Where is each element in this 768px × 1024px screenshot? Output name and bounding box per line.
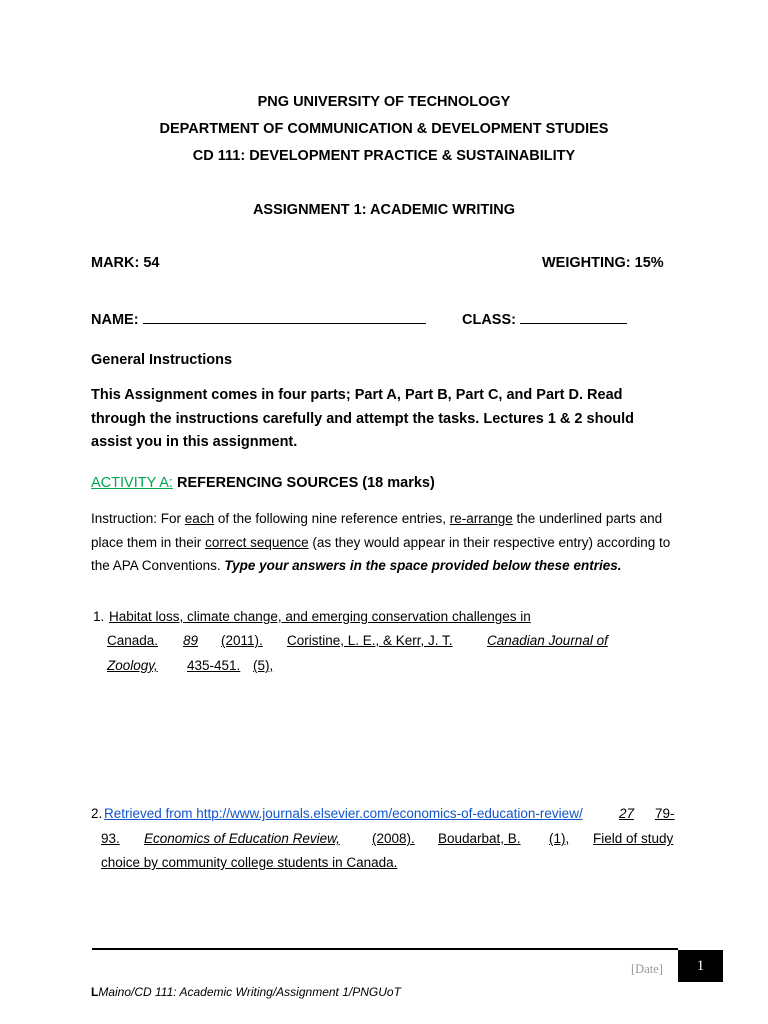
course-title: CD 111: DEVELOPMENT PRACTICE & SUSTAINABILITY (192, 148, 576, 164)
entry2-part: (2008). (372, 831, 415, 846)
instruction-text: (as they would appear in their respective entry) according to (308, 535, 671, 550)
general-instructions-line2: through the instructions carefully and attempt the tasks. Lectures 1 & 2 should (91, 411, 635, 427)
instruction-text: the underlined parts and (512, 511, 663, 526)
footer-divider (92, 948, 678, 950)
instruction-emphasis: re-arrange (449, 511, 513, 526)
entry1-part: Zoology, (107, 658, 158, 673)
entry2-part: 93. (101, 831, 120, 846)
general-instructions-line1: This Assignment comes in four parts; Part A, Part B, Part C, and Part D. Read (91, 387, 623, 403)
name-blank-line (143, 309, 426, 324)
activity-heading (91, 475, 435, 491)
entry2-part: Economics of Education Review, (144, 831, 340, 846)
class-field (462, 309, 627, 328)
university-title: PNG UNIVERSITY OF TECHNOLOGY (257, 94, 511, 110)
instruction-emphasis: each (184, 511, 215, 526)
entry1-number: 1. (93, 609, 105, 624)
footer-path-prefix: L (91, 985, 99, 999)
entry2-url-link[interactable]: Retrieved from http://www.journals.elsevier.com/economics-of-education-review/ (104, 806, 583, 821)
entry2-part: 27 (619, 806, 635, 821)
name-label: NAME: (91, 312, 139, 328)
instruction-line2 (91, 535, 670, 550)
activity-label: ACTIVITY A: (91, 475, 173, 491)
entry1-part: Habitat loss, climate change, and emerging conservation challenges in (109, 609, 531, 624)
page-number-box (678, 950, 723, 982)
footer-path-text: Maino/CD 111: Academic Writing/Assignment 1/PNGUoT (98, 985, 401, 999)
entry1-part: 435-451. (187, 658, 241, 673)
instruction-line3 (91, 558, 621, 573)
entry1-part: (2011). (221, 633, 263, 648)
entry2-part: choice by community college students in Canada. (101, 855, 398, 870)
department-title: DEPARTMENT OF COMMUNICATION & DEVELOPMENT STUDIES (159, 121, 609, 137)
entry2-part: (1), (549, 831, 570, 846)
instruction-bold-note: Type your answers in the space provided below these entries. (224, 558, 622, 573)
general-instructions-line3: assist you in this assignment. (91, 434, 298, 450)
mark-label: MARK: 54 (91, 255, 160, 271)
page-number: 1 (696, 958, 705, 974)
entry2-part: Boudarbat, B. (438, 831, 521, 846)
name-field (91, 309, 426, 328)
instruction-text: of the following nine reference entries, (214, 511, 450, 526)
entry2-number: 2. (91, 806, 103, 821)
entry1-part: (5), (253, 658, 274, 673)
footer-date: [Date] (631, 962, 663, 976)
entry2-part: 79- (655, 806, 675, 821)
general-instructions-heading: General Instructions (91, 352, 233, 368)
instruction-text: the APA Conventions. (91, 558, 225, 573)
entry1-part: Canadian Journal of (487, 633, 608, 648)
instruction-emphasis: correct sequence (205, 535, 309, 550)
activity-title: REFERENCING SOURCES (18 marks) (176, 475, 435, 491)
class-label: CLASS: (462, 312, 516, 328)
entry2-part: Field of study (593, 831, 674, 846)
instruction-text: Instruction: For (91, 511, 185, 526)
entry1-part: 89 (183, 633, 199, 648)
entry1-part: Coristine, L. E., & Kerr, J. T. (287, 633, 453, 648)
assignment-title: ASSIGNMENT 1: ACADEMIC WRITING (252, 202, 516, 218)
instruction-text: place them in their (91, 535, 206, 550)
instruction-line1 (91, 511, 662, 526)
class-blank-line (520, 309, 627, 324)
footer-path (91, 985, 401, 999)
weighting-label: WEIGHTING: 15% (542, 255, 664, 271)
entry1-part: Canada. (107, 633, 159, 648)
